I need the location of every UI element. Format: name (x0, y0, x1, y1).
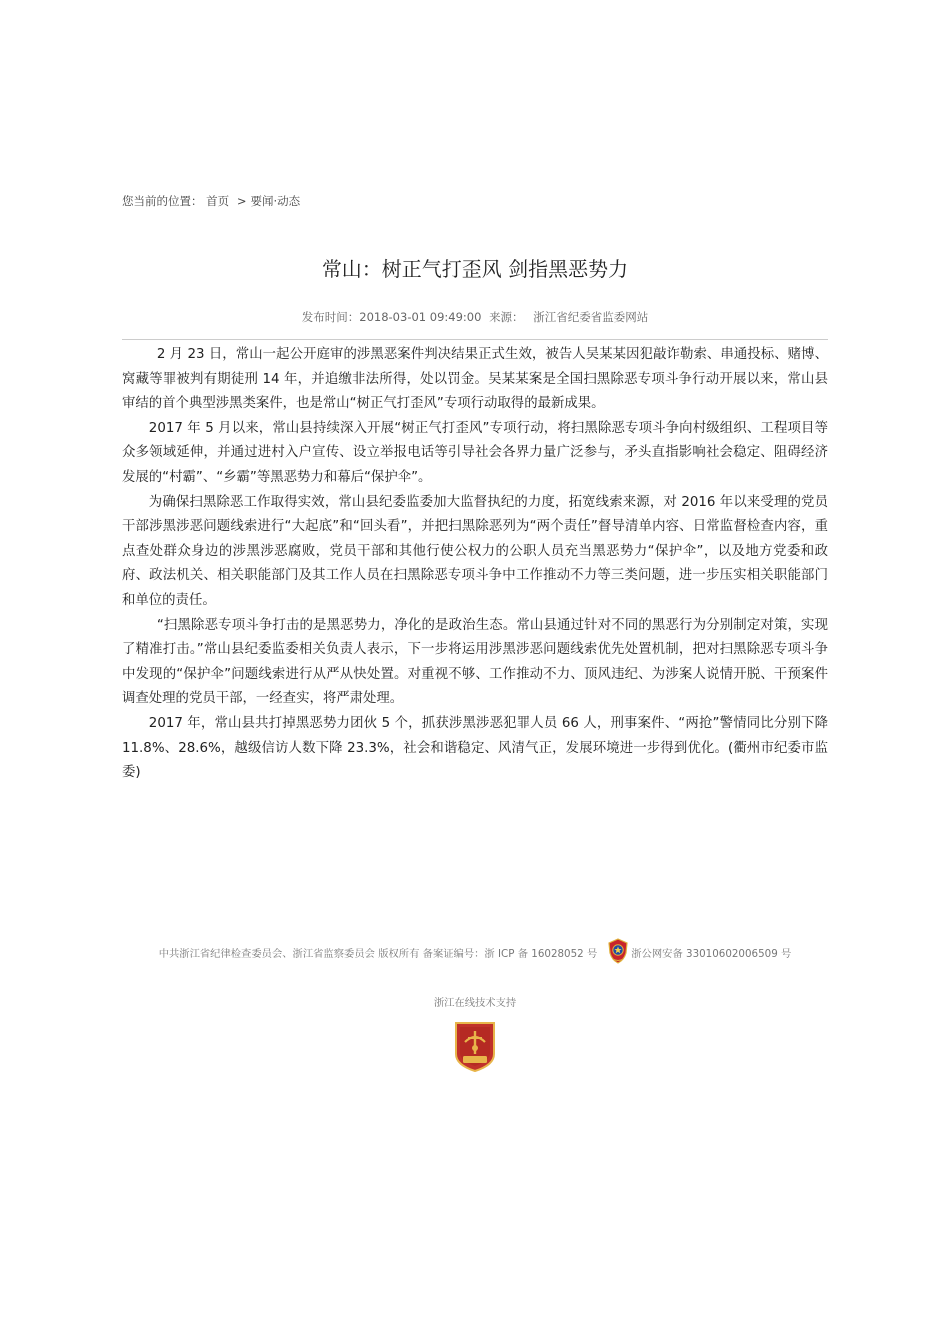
page-title: 常山：树正气打歪风 剑指黑恶势力 (321, 257, 629, 281)
article-paragraph: 为确保扫黑除恶工作取得实效，常山县纪委监委加大监督执纪的力度，拓宽线索来源，对 2016 年以来受理的党员干部涉黑涉恶问题线索进行“大起底”和“回头看”，并把扫黑除恶列为“两个责任”督导清单内容、日常监督检查内容，重点查处群众身边的涉黑涉恶腐败，党员干部和其他行使公权力的公职人员充当黑恶势力“保护伞”，以及地方党委和政府、政法机关、相关职能部门及其工作人员在扫黑除恶专项斗争中工作推动不力等三类问题，进一步压实相关职能部门和单位的责任。 (122, 494, 828, 608)
tech-support: 浙江在线技术支持 (433, 997, 517, 1009)
source-name: 浙江省纪委省监委网站 (533, 310, 649, 324)
publish-time: 2018-03-01 09:49:00 (359, 310, 482, 324)
party-government-logo-icon[interactable] (453, 1020, 497, 1073)
publish-time-label: 发布时间： (301, 310, 360, 324)
breadcrumb (122, 193, 300, 209)
article-body (122, 343, 828, 786)
breadcrumb-separator: > (236, 194, 247, 208)
police-record-link[interactable]: 浙公网安备 33010602006509 号 (631, 948, 792, 960)
article-paragraph: 2017 年，常山县共打掉黑恶势力团伙 5 个，抓获涉黑涉恶犯罪人员 66 人，刑事案件、“两抢”警情同比分别下降 11.8%、28.6%，越级信访人数下降 23.3%，社会和谐稳定、风清气正，发展环境进一步得到优化。(衢州市纪委市监委) (122, 715, 828, 781)
article-paragraph: “扫黑除恶专项斗争打击的是黑恶势力，净化的是政治生态。常山县通过针对不同的黑恶行为分别制定对策，实现了精准打击。”常山县纪委监委相关负责人表示，下一步将运用涉黑涉恶问题线索优先处置机制，把对扫黑除恶专项斗争中发现的“保护伞”问题线索进行从严从快处置。对重视不够、工作推动不力、顶风违纪、为涉案人说情开脱、干预案件调查处理的党员干部，一经查实，将严肃处理。 (122, 617, 828, 707)
breadcrumb-home-link[interactable]: 首页 (206, 194, 230, 208)
breadcrumb-prefix: 您当前的位置： (122, 194, 203, 208)
footer-copyright-line (0, 938, 950, 967)
article-meta (0, 309, 950, 325)
police-badge-icon[interactable] (607, 938, 629, 967)
breadcrumb-section-link[interactable]: 要闻·动态 (250, 194, 301, 208)
article-paragraph: 2017 年 5 月以来，常山县持续深入开展“树正气打歪风”专项行动，将扫黑除恶专项斗争向村级组织、工程项目等众多领域延伸，并通过进村入户宣传、设立举报电话等引导社会各界力量广泛参与，矛头直指影响社会稳定、阻碍经济发展的“村霸”、“乡霸”等黑恶势力和幕后“保护伞”。 (122, 420, 828, 485)
title-divider (122, 339, 828, 340)
footer-copyright: 中共浙江省纪律检查委员会、浙江省监察委员会 版权所有 备案证编号：浙 ICP 备 16028052 号 (158, 948, 598, 960)
source-label: 来源： (489, 310, 524, 324)
article-paragraph: 2 月 23 日，常山一起公开庭审的涉黑恶案件判决结果正式生效，被告人吴某某因犯敲诈勒索、串通投标、赌博、窝藏等罪被判有期徒刑 14 年，并追缴非法所得，处以罚金。吴某某案是全国扫黑除恶专项斗争行动开展以来，常山县审结的首个典型涉黑类案件，也是常山“树正气打歪风”专项行动取得的最新成果。 (122, 347, 828, 412)
